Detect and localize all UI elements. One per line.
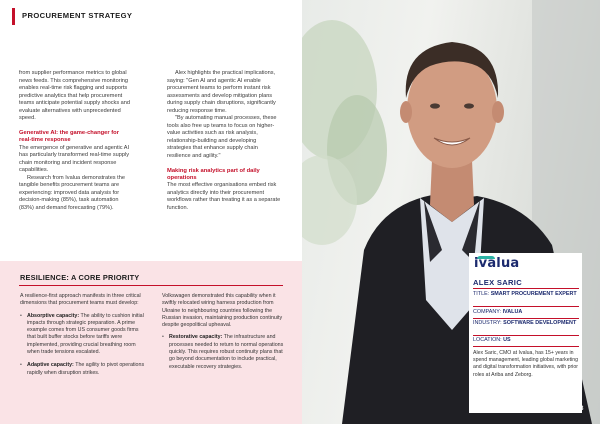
paragraph: The most effective organisations embed risk analytics directly into their procurement workflows rather than treating it as a separate function. xyxy=(167,182,281,212)
profile-bio: Alex Saric, CMO at Ivalua, has 15+ years in spend management, leading global marketing and digital transformation initiatives, with prior roles at Ariba and Zeborg. xyxy=(473,350,578,378)
field-label: COMPANY: xyxy=(473,309,502,315)
page-number: 143 xyxy=(573,406,584,412)
card-divider xyxy=(473,335,579,336)
profile-location xyxy=(473,337,581,344)
bullet-text: The agility to pivot operations rapidly when disruption strikes. xyxy=(27,362,145,376)
field-value: SMART PROCUREMENT EXPERT xyxy=(490,291,577,297)
panel-column-left xyxy=(20,293,145,383)
card-divider xyxy=(473,318,579,319)
paragraph: Alex highlights the practical implications, saying: "Gen AI and agentic AI enable procurement teams to perform instant risk assessments and develop mitigation plans during supply chain disruptions, significantly reducing response time. xyxy=(167,70,276,114)
list-item xyxy=(20,362,145,377)
panel-intro: A resilience-first approach manifests in three critical dimensions that procurement teams must develop: xyxy=(20,293,141,307)
list-item xyxy=(20,313,145,357)
bullet-text: The ability to cushion initial impacts through strategic preparation. A prime example comes from US consumer goods firms that built buffer stocks before tariffs were implemented, providing crucial breathing room when trade tensions escalated. xyxy=(27,312,144,356)
panel-column-right xyxy=(162,293,290,377)
body-column-right xyxy=(167,70,281,213)
paragraph: Research from Ivalua demonstrates the tangible benefits procurement teams are experiencing: improved data analysis for decision-making (85%), task automation (83%) and demand forecasting (79%). xyxy=(19,174,125,212)
profile-title xyxy=(473,291,581,298)
ivalua-logo: ivalua xyxy=(474,256,520,271)
section-title: PROCUREMENT STRATEGY xyxy=(22,11,133,20)
page-footer xyxy=(518,406,583,412)
field-label: INDUSTRY: xyxy=(473,320,502,326)
card-divider xyxy=(473,346,579,347)
subheading: Making risk analytics part of daily operations xyxy=(167,167,260,181)
field-value: SOFTWARE DEVELOPMENT xyxy=(503,320,577,326)
profile-company xyxy=(473,309,581,316)
card-divider xyxy=(473,288,579,289)
panel-divider xyxy=(19,285,283,286)
paragraph: from supplier performance metrics to global news feeds. This comprehensive monitoring enables real-time risk flagging and supports predictive analytics that help procurement teams anticipate potential supply shocks and evaluate alternatives with unprecedented speed. xyxy=(19,70,131,122)
site-url[interactable]: procurementmag.com xyxy=(518,406,571,412)
profile-industry xyxy=(473,320,581,327)
capacity-list xyxy=(162,334,290,370)
profile-card xyxy=(469,253,582,413)
panel-paragraph: Volkswagen demonstrated this capability when it swiftly relocated wiring harness production from Ukraine to neighbouring countries following the Russian invasion, maintaining production continuity despite geopolitical upheaval. xyxy=(162,293,283,329)
header-accent-bar xyxy=(12,8,15,25)
bullet-label: Adaptive capacity: xyxy=(27,362,74,369)
paragraph: "By automating manual processes, these tools also free up teams to focus on higher-value activities such as risk analysis, relationship-building and developing strategies that enhance supply chain resilience and agility." xyxy=(167,115,277,160)
bullet-label: Restorative capacity: xyxy=(169,334,223,341)
panel-title: RESILIENCE: A CORE PRIORITY xyxy=(20,273,140,282)
field-label: TITLE: xyxy=(473,291,490,297)
paragraph: The emergence of generative and agentic AI has particularly transformed real-time supply chain monitoring and incident response capabilities. xyxy=(19,144,130,174)
body-column-left xyxy=(19,70,131,213)
bullet-text: The infrastructure and processes needed to return to normal operations quickly. This requires robust continuity plans that go beyond documentation to include practical, executable recovery strategies. xyxy=(169,334,284,370)
capacity-list xyxy=(20,313,145,377)
field-value: IVALUA xyxy=(502,309,523,315)
field-label: LOCATION: xyxy=(473,337,502,343)
profile-name: ALEX SARIC xyxy=(473,278,522,287)
list-item xyxy=(162,334,290,370)
bullet-label: Absorptive capacity: xyxy=(27,312,80,319)
subheading: Generative AI: the game-changer for real-time response xyxy=(19,129,119,144)
field-value: US xyxy=(503,337,511,343)
card-divider xyxy=(473,306,579,307)
